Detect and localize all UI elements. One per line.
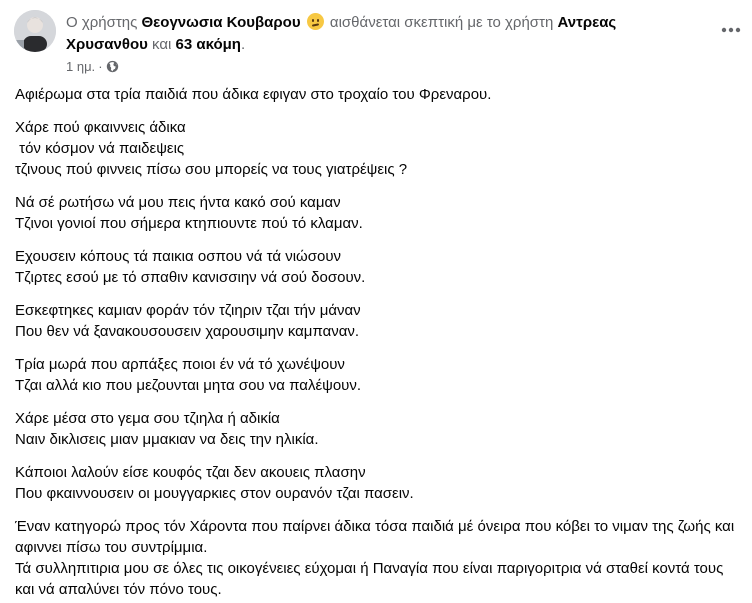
poem-line: Χάρε πού φκαιννεις άδικα: [15, 119, 186, 136]
avatar-photo: [14, 10, 56, 52]
poem-line: Τζινοι γονιοί που σήμερα κτηπιουντε πού τό κλαμαν.: [15, 215, 363, 232]
closing-paragraph: Τά συλληπιτιρια μου σε όλες τις οικογένειες εύχομαι ή Παναγία που είναι παριγοριτρια νά σταθεί κοντά τους και νά απαλύνει τόν πόνο τους.: [15, 560, 724, 598]
poem-line: τόν κόσμον νά παιδεψεις: [15, 140, 185, 157]
poem-stanza: [15, 300, 740, 342]
poem: [15, 117, 740, 504]
and-text: και: [152, 36, 172, 53]
author-name[interactable]: Θεογνωσια Κουβαρου: [141, 14, 301, 31]
poem-stanza: [15, 408, 740, 450]
poem-stanza: [15, 246, 740, 288]
timestamp[interactable]: 1 ημ.: [66, 59, 96, 74]
tagged-user-link[interactable]: Αντρεας Χρυσανθου: [66, 14, 617, 53]
poem-stanza: [15, 354, 740, 396]
post-meta: [66, 59, 119, 74]
poem-stanza: [15, 462, 740, 504]
globe-icon[interactable]: [106, 60, 119, 73]
thinking-face-emoji-icon: [307, 13, 324, 30]
dedication: [15, 84, 740, 105]
header-prefix: Ο χρήστης: [66, 14, 138, 31]
others-link[interactable]: 63 ακόμη: [175, 36, 241, 53]
avatar[interactable]: [14, 10, 56, 52]
poem-line: τζινους πού φιννεις πίσω σου μπορείς να τους γιατρέψεις ?: [15, 161, 408, 178]
poem-stanza: [15, 192, 740, 234]
poem-line: Τζιρτες εσού με τό σπαθιν κανισσιην νά σού δοσουν.: [15, 269, 366, 286]
closing-message: [15, 516, 740, 600]
feeling-text: αισθάνεται σκεπτική με το χρήστη: [329, 14, 554, 31]
header-period: .: [240, 36, 246, 53]
poem-line: Εσκεφτηκες καμιαν φοράν τόν τζιηριν τζαι τήν μάναν: [15, 302, 361, 319]
poem-line: Εχουσειν κόπους τά παικια οσπου νά τά νιώσουν: [15, 248, 342, 265]
poem-line: Νά σέ ρωτήσω νά μου πεις ήντα κακό σού καμαν: [15, 194, 341, 211]
poem-line: Ναιν δικλισεις μιαν μμακιαν να δεις την ηλικία.: [15, 431, 319, 448]
poem-line: Χάρε μέσα στο γεμα σου τζιηλα ή αδικία: [15, 410, 280, 427]
more-options-button[interactable]: [715, 18, 747, 42]
poem-line: Κάποιοι λαλούν είσε κουφός τζαι δεν ακουεις πλασην: [15, 464, 366, 481]
poem-stanza: [15, 117, 740, 180]
poem-line: Τρία μωρά που αρπάξες ποιοι έν νά τό χωνέψουν: [15, 356, 345, 373]
post-body: [15, 84, 740, 600]
post-header: [66, 12, 696, 56]
poem-line: Που θεν νά ξανακουσουσειν χαρουσιμην καμπαναν.: [15, 323, 360, 340]
poem-line: Που φκαιννουσειν οι μουγγαρκιες στον ουρανόν τζαι πασειν.: [15, 485, 414, 502]
dedication-text: Αφιέρωμα στα τρία παιδιά που άδικα εφιγαν στο τροχαίο του Φρεναρου.: [15, 86, 492, 103]
meta-separator: ·: [98, 59, 103, 74]
closing-paragraph: Έναν κατηγορώ προς τόν Χάροντα που παίρνει άδικα τόσα παιδιά μέ όνειρα που κόβει το νιμαν της ζωής και αφιννει πίσω του συντρίμμια.: [15, 518, 735, 556]
poem-line: Τζαι αλλά κιο που μεζουνται μητα σου να παλέψουν.: [15, 377, 362, 394]
more-horizontal-icon: [721, 27, 741, 33]
